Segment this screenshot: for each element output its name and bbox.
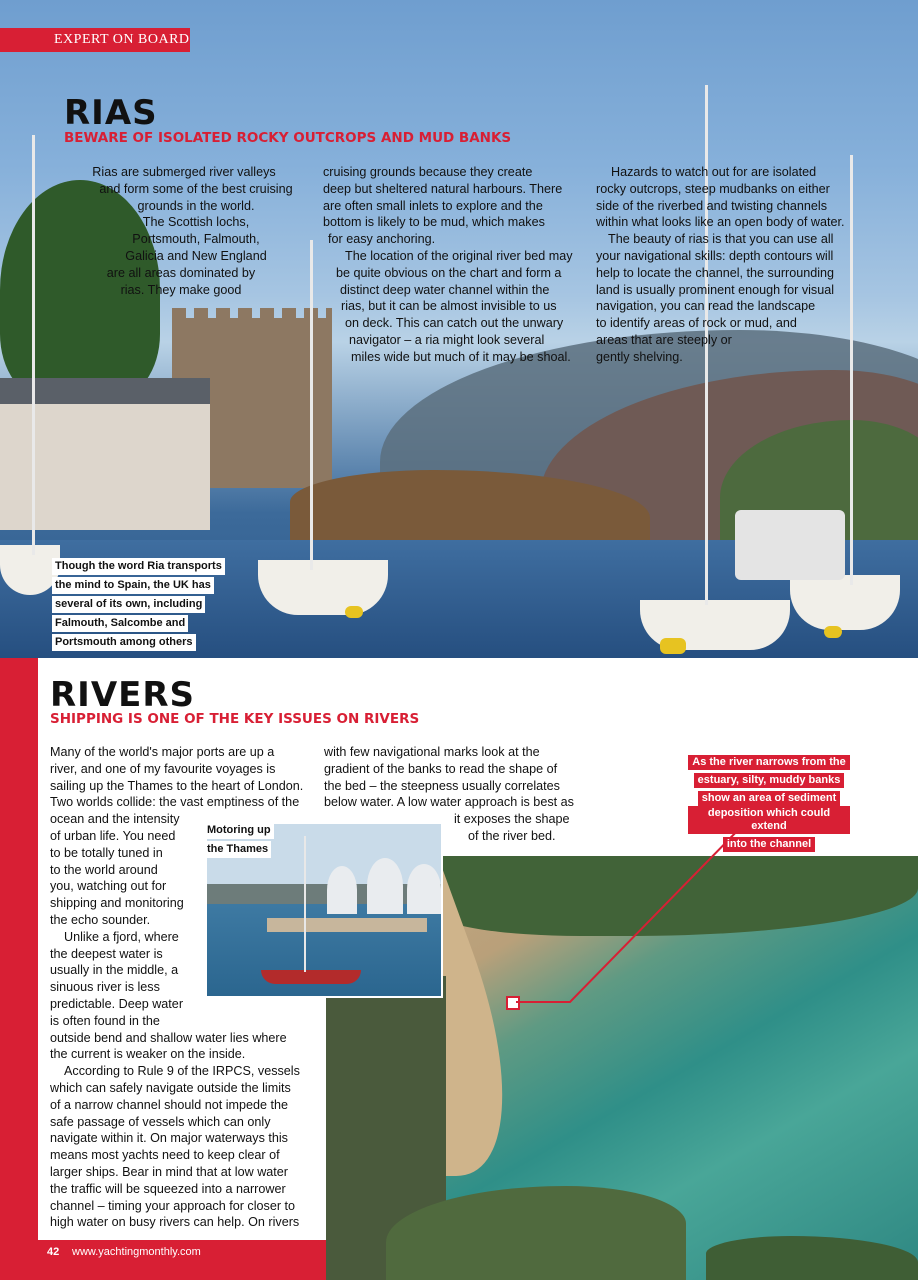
text-line: Unlike a fjord, where — [64, 929, 179, 944]
page-number: 42 — [47, 1246, 60, 1258]
text-line: it exposes the shape — [454, 812, 570, 827]
caption-line: several of its own, including — [52, 596, 205, 613]
text-line: The location of the original river bed may — [345, 248, 573, 263]
text-line: is often found in the — [50, 1013, 160, 1028]
text-line: predictable. Deep water — [50, 996, 184, 1011]
yacht-mast — [310, 240, 313, 570]
rivers-subtitle: SHIPPING IS ONE OF THE KEY ISSUES ON RIVERS — [50, 711, 420, 727]
text-line: usually in the middle, a — [50, 963, 179, 978]
text-line: Hazards to watch out for are isolated — [611, 165, 817, 179]
text-line: grounds in the world. — [137, 198, 255, 213]
text-line: side of the riverbed and twisting channels — [596, 198, 828, 213]
text-line: of urban life. You need — [50, 828, 176, 843]
yacht — [258, 560, 388, 615]
text-line: According to Rule 9 of the IRPCS, vessels — [64, 1064, 300, 1079]
text-line: navigator – a ria might look several — [349, 332, 545, 347]
text-line: sinuous river is less — [50, 980, 160, 995]
text-line: with few navigational marks look at the — [324, 745, 540, 759]
text-line: which can safely navigate outside the limits — [50, 1080, 291, 1095]
thames-barrier-pier — [367, 858, 403, 914]
text-line: help to locate the channel, the surrounding — [596, 265, 835, 280]
footer-url[interactable]: www.yachtingmonthly.com — [72, 1246, 201, 1258]
text-line: you, watching out for — [50, 879, 167, 894]
text-line: the current is weaker on the inside. — [50, 1047, 246, 1062]
page-footer — [0, 1240, 326, 1280]
text-line: the deepest water is — [50, 946, 163, 961]
caption-line: Though the word Ria transports — [52, 558, 225, 575]
text-line: to identify areas of rock or mud, and — [596, 316, 797, 331]
text-line: outside bend and shallow water lies where — [50, 1030, 287, 1045]
mooring-buoy — [345, 606, 363, 618]
text-line: gradient of the banks to read the shape of — [324, 761, 558, 776]
caption-line: estuary, silty, muddy banks — [694, 773, 845, 788]
text-line: means most yachts need to keep clear of — [50, 1148, 280, 1163]
text-line: to the world around — [50, 862, 158, 877]
text-line: within what looks like an open body of water. — [596, 215, 845, 230]
text-line: Two worlds collide: the vast emptiness of the — [50, 795, 300, 810]
text-line: of a narrow channel should not impede the — [50, 1097, 289, 1112]
caption-line: Falmouth, Salcombe and — [52, 615, 188, 632]
caption-line: Portsmouth among others — [52, 634, 196, 651]
mooring-buoy — [660, 638, 686, 654]
text-line: gently shelving. — [596, 349, 683, 364]
text-line: larger ships. Bear in mind that at low water — [50, 1164, 288, 1179]
section-tag: EXPERT ON BOARD — [0, 28, 190, 52]
thames-barrier-pier — [327, 866, 357, 914]
text-line: and form some of the best cruising — [99, 181, 293, 196]
text-line: on deck. This can catch out the unwary — [345, 316, 564, 331]
text-line: shipping and monitoring — [50, 896, 184, 911]
caption-line: show an area of sediment — [698, 791, 840, 806]
text-line: high water on busy rivers can help. On rivers — [50, 1215, 300, 1230]
text-line: bottom is likely to be mud, which makes — [323, 215, 545, 230]
text-line: rias, but it can be almost invisible to us — [341, 299, 557, 314]
yacht-mast — [32, 135, 35, 555]
rias-title: RIAS — [64, 93, 158, 133]
rias-subtitle: BEWARE OF ISOLATED ROCKY OUTCROPS AND MUD BANKS — [64, 130, 512, 146]
text-line: of the river bed. — [468, 828, 556, 843]
text-line: your navigational skills: depth contours will — [596, 248, 834, 263]
caption-line: Motoring up — [204, 822, 274, 839]
text-line: the echo sounder. — [50, 912, 151, 927]
caption-line: deposition which could extend — [688, 806, 850, 834]
text-line: The Scottish lochs, — [142, 215, 250, 230]
rivers-title: RIVERS — [50, 675, 196, 715]
text-line: are often small inlets to explore and the — [323, 198, 543, 213]
yacht — [790, 575, 900, 630]
text-line: are all areas dominated by — [106, 265, 256, 280]
rias-column-3 — [596, 164, 856, 366]
text-line: cruising grounds because they create — [323, 165, 533, 179]
text-line: miles wide but much of it may be shoal. — [351, 349, 571, 364]
rias-photo-caption — [52, 556, 225, 651]
caption-line: As the river narrows from the — [688, 755, 849, 770]
text-line: Galicia and New England — [125, 248, 267, 263]
yacht-mast — [304, 836, 306, 972]
riverbank — [207, 884, 441, 904]
text-line: Rias are submerged river valleys — [92, 165, 276, 179]
text-line: navigate within it. On major waterways this — [50, 1131, 288, 1146]
text-line: the traffic will be squeezed into a narrower — [50, 1181, 286, 1196]
text-line: rias. They make good — [120, 282, 242, 297]
red-yacht — [261, 970, 361, 984]
text-line: for easy anchoring. — [328, 232, 436, 247]
south-east-shore — [706, 1236, 918, 1280]
text-line: the bed – the steepness usually correlates — [324, 778, 560, 793]
barrier-gates — [267, 918, 427, 932]
text-line: navigation, you can read the landscape — [596, 299, 816, 314]
motor-cruiser — [735, 510, 845, 580]
thames-barrier-pier — [407, 864, 441, 914]
map-caption — [688, 752, 850, 852]
mooring-buoy — [824, 626, 842, 638]
text-line: The beauty of rias is that you can use all — [608, 232, 834, 247]
caption-line: the mind to Spain, the UK has — [52, 577, 214, 594]
rias-column-1 — [56, 164, 306, 298]
text-line: distinct deep water channel within the — [340, 282, 550, 297]
text-line: ocean and the intensity — [50, 812, 180, 827]
text-line: areas that are steeply or — [596, 332, 732, 347]
text-line: safe passage of vessels which can only — [50, 1114, 271, 1129]
text-line: channel – timing your approach for closer to — [50, 1198, 296, 1213]
caption-line: the Thames — [204, 841, 271, 858]
text-line: below water. A low water approach is best as — [324, 795, 574, 810]
text-line: to be totally tuned in — [50, 845, 163, 860]
section-color-bar — [0, 658, 38, 1280]
caption-line: into the channel — [723, 837, 815, 852]
text-line: land is usually prominent enough for visual — [596, 282, 835, 297]
text-line: be quite obvious on the chart and form a — [336, 265, 562, 280]
text-line: deep but sheltered natural harbours. There — [323, 181, 563, 196]
text-line: river, and one of my favourite voyages is — [50, 761, 276, 776]
text-line: sailing up the Thames to the heart of London. — [50, 778, 304, 793]
text-line: Many of the world's major ports are up a — [50, 745, 275, 759]
text-line: rocky outcrops, steep mudbanks on either — [596, 181, 830, 196]
rias-column-2 — [323, 164, 583, 366]
thames-photo-caption — [204, 820, 274, 858]
text-line: Portsmouth, Falmouth, — [132, 232, 260, 247]
